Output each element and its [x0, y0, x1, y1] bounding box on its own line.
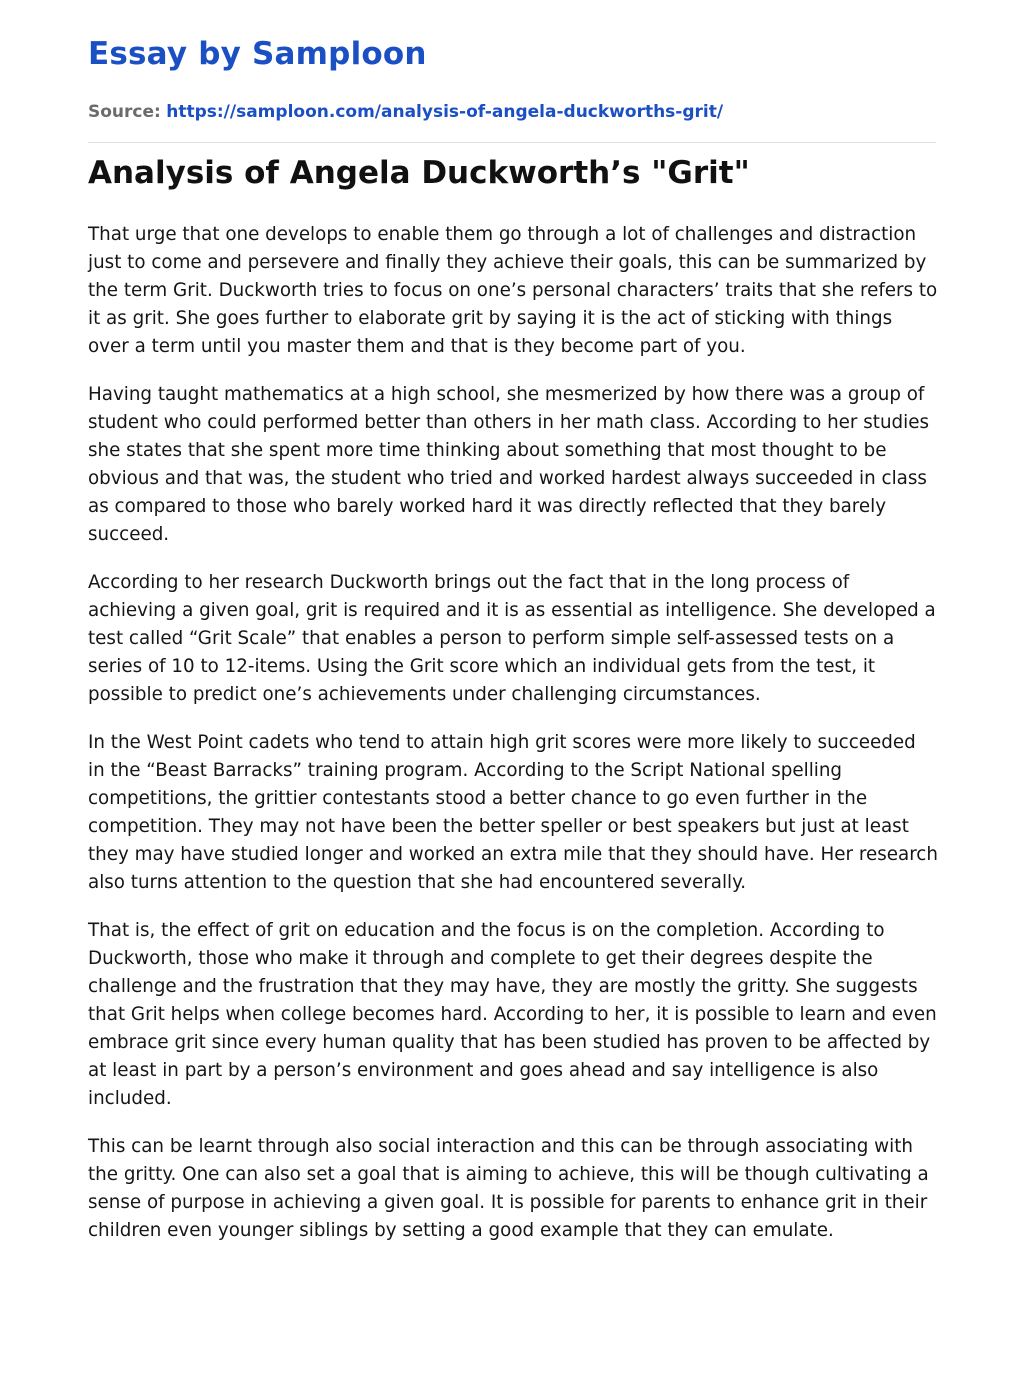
source-line — [88, 102, 723, 122]
essay-title: Analysis of Angela Duckworth’s "Grit" — [88, 155, 750, 191]
essay-paragraph: That is, the effect of grit on education and the focus is on the completion. According to Duckworth, those who make it through and complete to get their degrees despite the challenge and the frustration that they may have, they are mostly the gritty. She suggests that Grit helps when college becomes hard. According to her, it is possible to learn and even embrace grit since every human quality that has been studied has proven to be affected by at least in part by a person’s environment and goes ahead and say intelligence is also included. — [88, 920, 937, 1109]
essay-paragraph: In the West Point cadets who tend to attain high grit scores were more likely to succeeded in the “Beast Barracks” training program. According to the Script National spelling competitions, the grittier contestants stood a better chance to go even further in the competition. They may not have been the better speller or best speakers but just at least they may have studied longer and worked an extra mile that they should have. Her research also turns attention to the question that she had encountered severally. — [88, 732, 938, 893]
essay-paragraph: Having taught mathematics at a high school, she mesmerized by how there was a group of student who could performed better than others in her math class. According to her studies she states that she spent more time thinking about something that most thought to be obvious and that was, the student who tried and worked hardest always succeeded in class as compared to those who barely worked hard it was directly reflected that they barely succeed. — [88, 384, 929, 545]
source-link[interactable]: https://samploon.com/analysis-of-angela-duckworths-grit/ — [166, 102, 724, 122]
essay-body — [88, 221, 938, 1265]
essay-paragraph: That urge that one develops to enable them go through a lot of challenges and distraction just to come and persevere and finally they achieve their goals, this can be summarized by the term Grit. Duckworth tries to focus on one’s personal characters’ traits that she refers to it as grit. She goes further to elaborate grit by saying it is the act of sticking with things over a term until you master them and that is they become part of you. — [88, 224, 938, 357]
header-divider — [88, 142, 936, 143]
essay-paragraph: According to her research Duckworth brings out the fact that in the long process of achieving a given goal, grit is required and it is as essential as intelligence. She developed a test called “Grit Scale” that enables a person to perform simple self-assessed tests on a series of 10 to 12-items. Using the Grit score which an individual gets from the test, it possible to predict one’s achievements under challenging circumstances. — [88, 572, 936, 705]
essay-paragraph: This can be learnt through also social interaction and this can be through associating with the gritty. One can also set a goal that is aiming to achieve, this will be though cultivating a sense of purpose in achieving a given goal. It is possible for parents to enhance grit in their children even younger siblings by setting a good example that they can emulate. — [88, 1136, 929, 1241]
site-brand[interactable]: Essay by Samploon — [88, 36, 427, 72]
source-label: Source: — [88, 102, 161, 122]
